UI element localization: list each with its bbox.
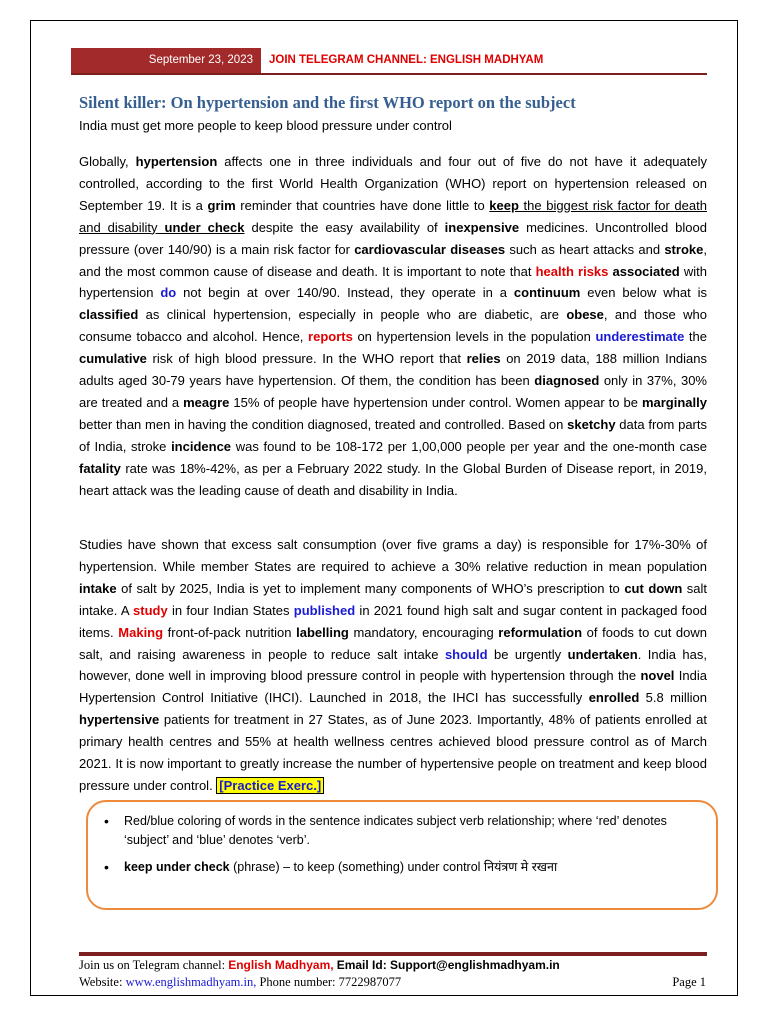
header-date: September 23, 2023 [71,48,261,73]
article-paragraph-2: Studies have shown that excess salt consumption (over five grams a day) is responsible for 17%-30% of hypertension. While member States are required to achieve a 30% relative reduction in mean population intake of salt by 2025, India is yet to implement many components of WHO’s prescription to cut down salt intake. A study in four Indian States published in 2021 found high salt and sugar content in packaged food items. Making front-of-pack nutrition labelling mandatory, encouraging reformulation of foods to cut down salt, and raising awareness in people to reduce salt intake should be urgently undertaken. India has, however, done well in improving blood pressure control in people with hypertension through the novel India Hypertension Control Initiative (IHCI). Launched in 2018, the IHCI has successfully enrolled 5.8 million hypertensive patients for treatment in 27 States, as of June 2023. Importantly, 48% of patients enrolled at primary health centres and 55% at health wellness centres achieved blood pressure control as of March 2021. It is now important to greatly increase the number of hypertensive people on treatment and keep blood pressure under control. [Practice Exerc.] [79,537,708,793]
telegram-join-banner[interactable]: JOIN TELEGRAM CHANNEL: ENGLISH MADHYAM [269,54,544,66]
practice-exercise-link[interactable]: [Practice Exerc.] [216,777,324,794]
footer-contact-line [79,958,560,973]
article-paragraph-1: Globally, hypertension affects one in three individuals and four out of five do not have it adequately controlled, according to the first World Health Organization (WHO) report on hypertension released on September 19. It is a grim reminder that countries have done little to keep the biggest risk factor for death and disability under check despite the easy availability of inexpensive medicines. Uncontrolled blood pressure (over 140/90) is a main risk factor for cardiovascular diseases such as heart attacks and stroke, and the most common cause of disease and death. It is important to note that health risks associated with hypertension do not begin at over 140/90. Instead, they operate in a continuum even below what is classified as clinical hypertension, especially in people who are diabetic, are obese, and those who consume tobacco and alcohol. Hence, reports on hypertension levels in the population underestimate the cumulative risk of high blood pressure. In the WHO report that relies on 2019 data, 188 million Indians adults aged 30-79 years have hypertension. Of them, the condition has been diagnosed only in 37%, 30% are treated and a meagre 15% of people have hypertension under control. Women appear to be marginally better than men in having the condition diagnosed, treated and controlled. Based on sketchy data from parts of India, stroke incidence was found to be 108-172 per 1,00,000 people per year and the one-month case fatality rate was 18%-42%, as per a February 2022 study. In the Global Burden of Disease report, in 2019, heart attack was the leading cause of death and disability in India. [79,154,708,498]
header-bar [71,48,707,75]
article-title: Silent killer: On hypertension and the first WHO report on the subject [79,93,576,112]
footer-phone: Phone number: 7722987077 [259,975,402,989]
footer-website-prefix: Website: [79,975,123,989]
note-item-keep-under-check: • keep under check (phrase) – to keep (something) under control नियंत्रण मे रखना [124,858,684,877]
footer-channel-link[interactable]: English Madhyam, [228,958,334,972]
article-subtitle: India must get more people to keep blood pressure under control [79,118,452,133]
page-number: Page 1 [672,975,706,989]
footer-divider [79,952,707,956]
footer-join-prefix: Join us on Telegram channel: [79,958,226,972]
footer-website-link[interactable]: www.englishmadhyam.in, [125,975,257,989]
footer-website-line [79,975,401,990]
note-item-color-legend: • Red/blue coloring of words in the sentence indicates subject verb relationship; where ‘red’ denotes ‘subject’ and ‘blue’ denotes ‘verb’. [124,812,684,850]
footer-email[interactable]: Email Id: Support@englishmadhyam.in [336,958,560,972]
vocabulary-note-box [86,800,718,910]
